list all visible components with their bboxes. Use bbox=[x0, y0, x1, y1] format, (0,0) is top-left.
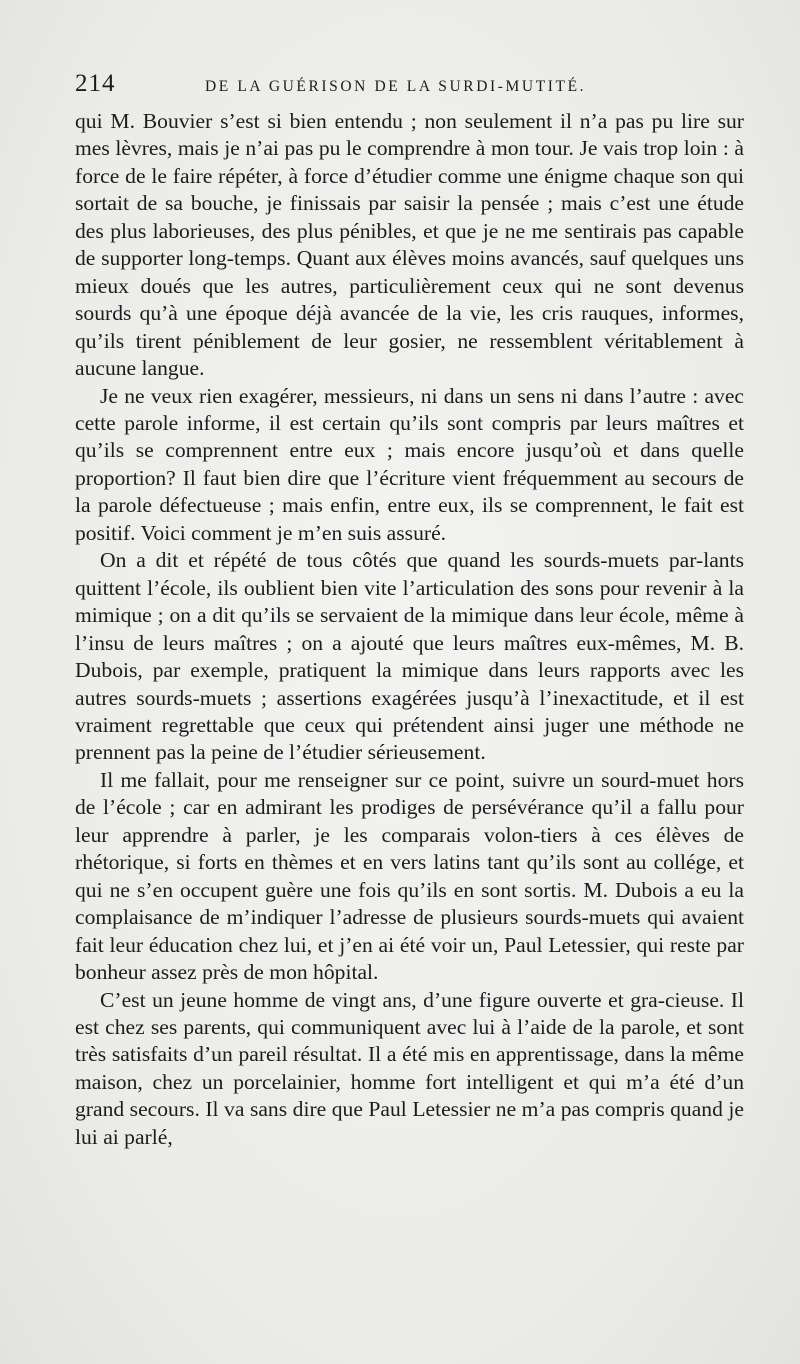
paragraph-5: C’est un jeune homme de vingt ans, d’une figure ouverte et gra-cieuse. Il est chez ses parents, qui communiquent avec lui à l’aide de la parole, et sont très satisfaits d’un pareil résultat. Il a été mis en apprentissage, dans la même maison, chez un porcelainier, homme fort intelligent et qui m’a été d’un grand secours. Il va sans dire que Paul Letessier ne m’a pas compris quand je lui ai parlé, bbox=[75, 987, 744, 1149]
body-text bbox=[75, 108, 744, 1151]
paragraph-1: qui M. Bouvier s’est si bien entendu ; non seulement il n’a pas pu lire sur mes lèvres, mais je n’ai pas pu le comprendre à mon tour. Je vais trop loin : à force de le faire répéter, à force d’étudier comme une énigme chaque son qui sortait de sa bouche, je finissais par saisir la pensée ; mais c’est une étude des plus laborieuses, des plus pénibles, et que je ne me sentirais pas capable de supporter long-temps. Quant aux élèves moins avancés, sauf quelques uns mieux doués que les autres, particulièrement ceux qui ne sont devenus sourds qu’à une époque déjà avancée de la vie, les cris rauques, informes, qu’ils tirent péniblement de leur gosier, ne ressemblent véritablement à aucune langue. bbox=[75, 109, 744, 381]
paragraph-2: Je ne veux rien exagérer, messieurs, ni dans un sens ni dans l’autre : avec cette parole informe, il est certain qu’ils sont compris par leurs maîtres et qu’ils se comprennent entre eux ; mais encore jusqu’où et dans quelle proportion? Il faut bien dire que l’écriture vient fréquemment au secours de la parole défectueuse ; mais enfin, entre eux, ils se comprennent, le fait est positif. Voici comment je m’en suis assuré. bbox=[75, 383, 744, 545]
page-number: 214 bbox=[75, 70, 116, 97]
running-head: DE LA GUÉRISON DE LA SURDI-MUTITÉ. bbox=[205, 78, 587, 95]
paragraph-4: Il me fallait, pour me renseigner sur ce point, suivre un sourd-muet hors de l’école ; car en admirant les prodiges de persévérance qu’il a fallu pour leur apprendre à parler, je les comparais volon-tiers à ces élèves de rhétorique, si forts en thèmes et en vers latins tant qu’ils sont au collége, et qui ne s’en occupent guère une fois qu’ils en sont sortis. M. Dubois a eu la complaisance de m’indiquer l’adresse de plusieurs sourds-muets qui avaient fait leur éducation chez lui, et j’en ai été voir un, Paul Letessier, qui reste par bonheur assez près de mon hôpital. bbox=[75, 767, 744, 985]
paragraph-3: On a dit et répété de tous côtés que quand les sourds-muets par-lants quittent l’école, ils oublient bien vite l’articulation des sons pour revenir à la mimique ; on a dit qu’ils se servaient de la mimique dans leur école, même à l’insu de leurs maîtres ; on a ajouté que leurs maîtres eux-mêmes, M. B. Dubois, par exemple, pratiquent la mimique dans leurs rapports avec les autres sourds-muets ; assertions exagérées jusqu’à l’inexactitude, et il est vraiment regrettable que ceux qui prétendent ainsi juger une méthode ne prennent pas la peine de l’étudier sérieusement. bbox=[75, 548, 744, 765]
page-header bbox=[75, 70, 752, 100]
